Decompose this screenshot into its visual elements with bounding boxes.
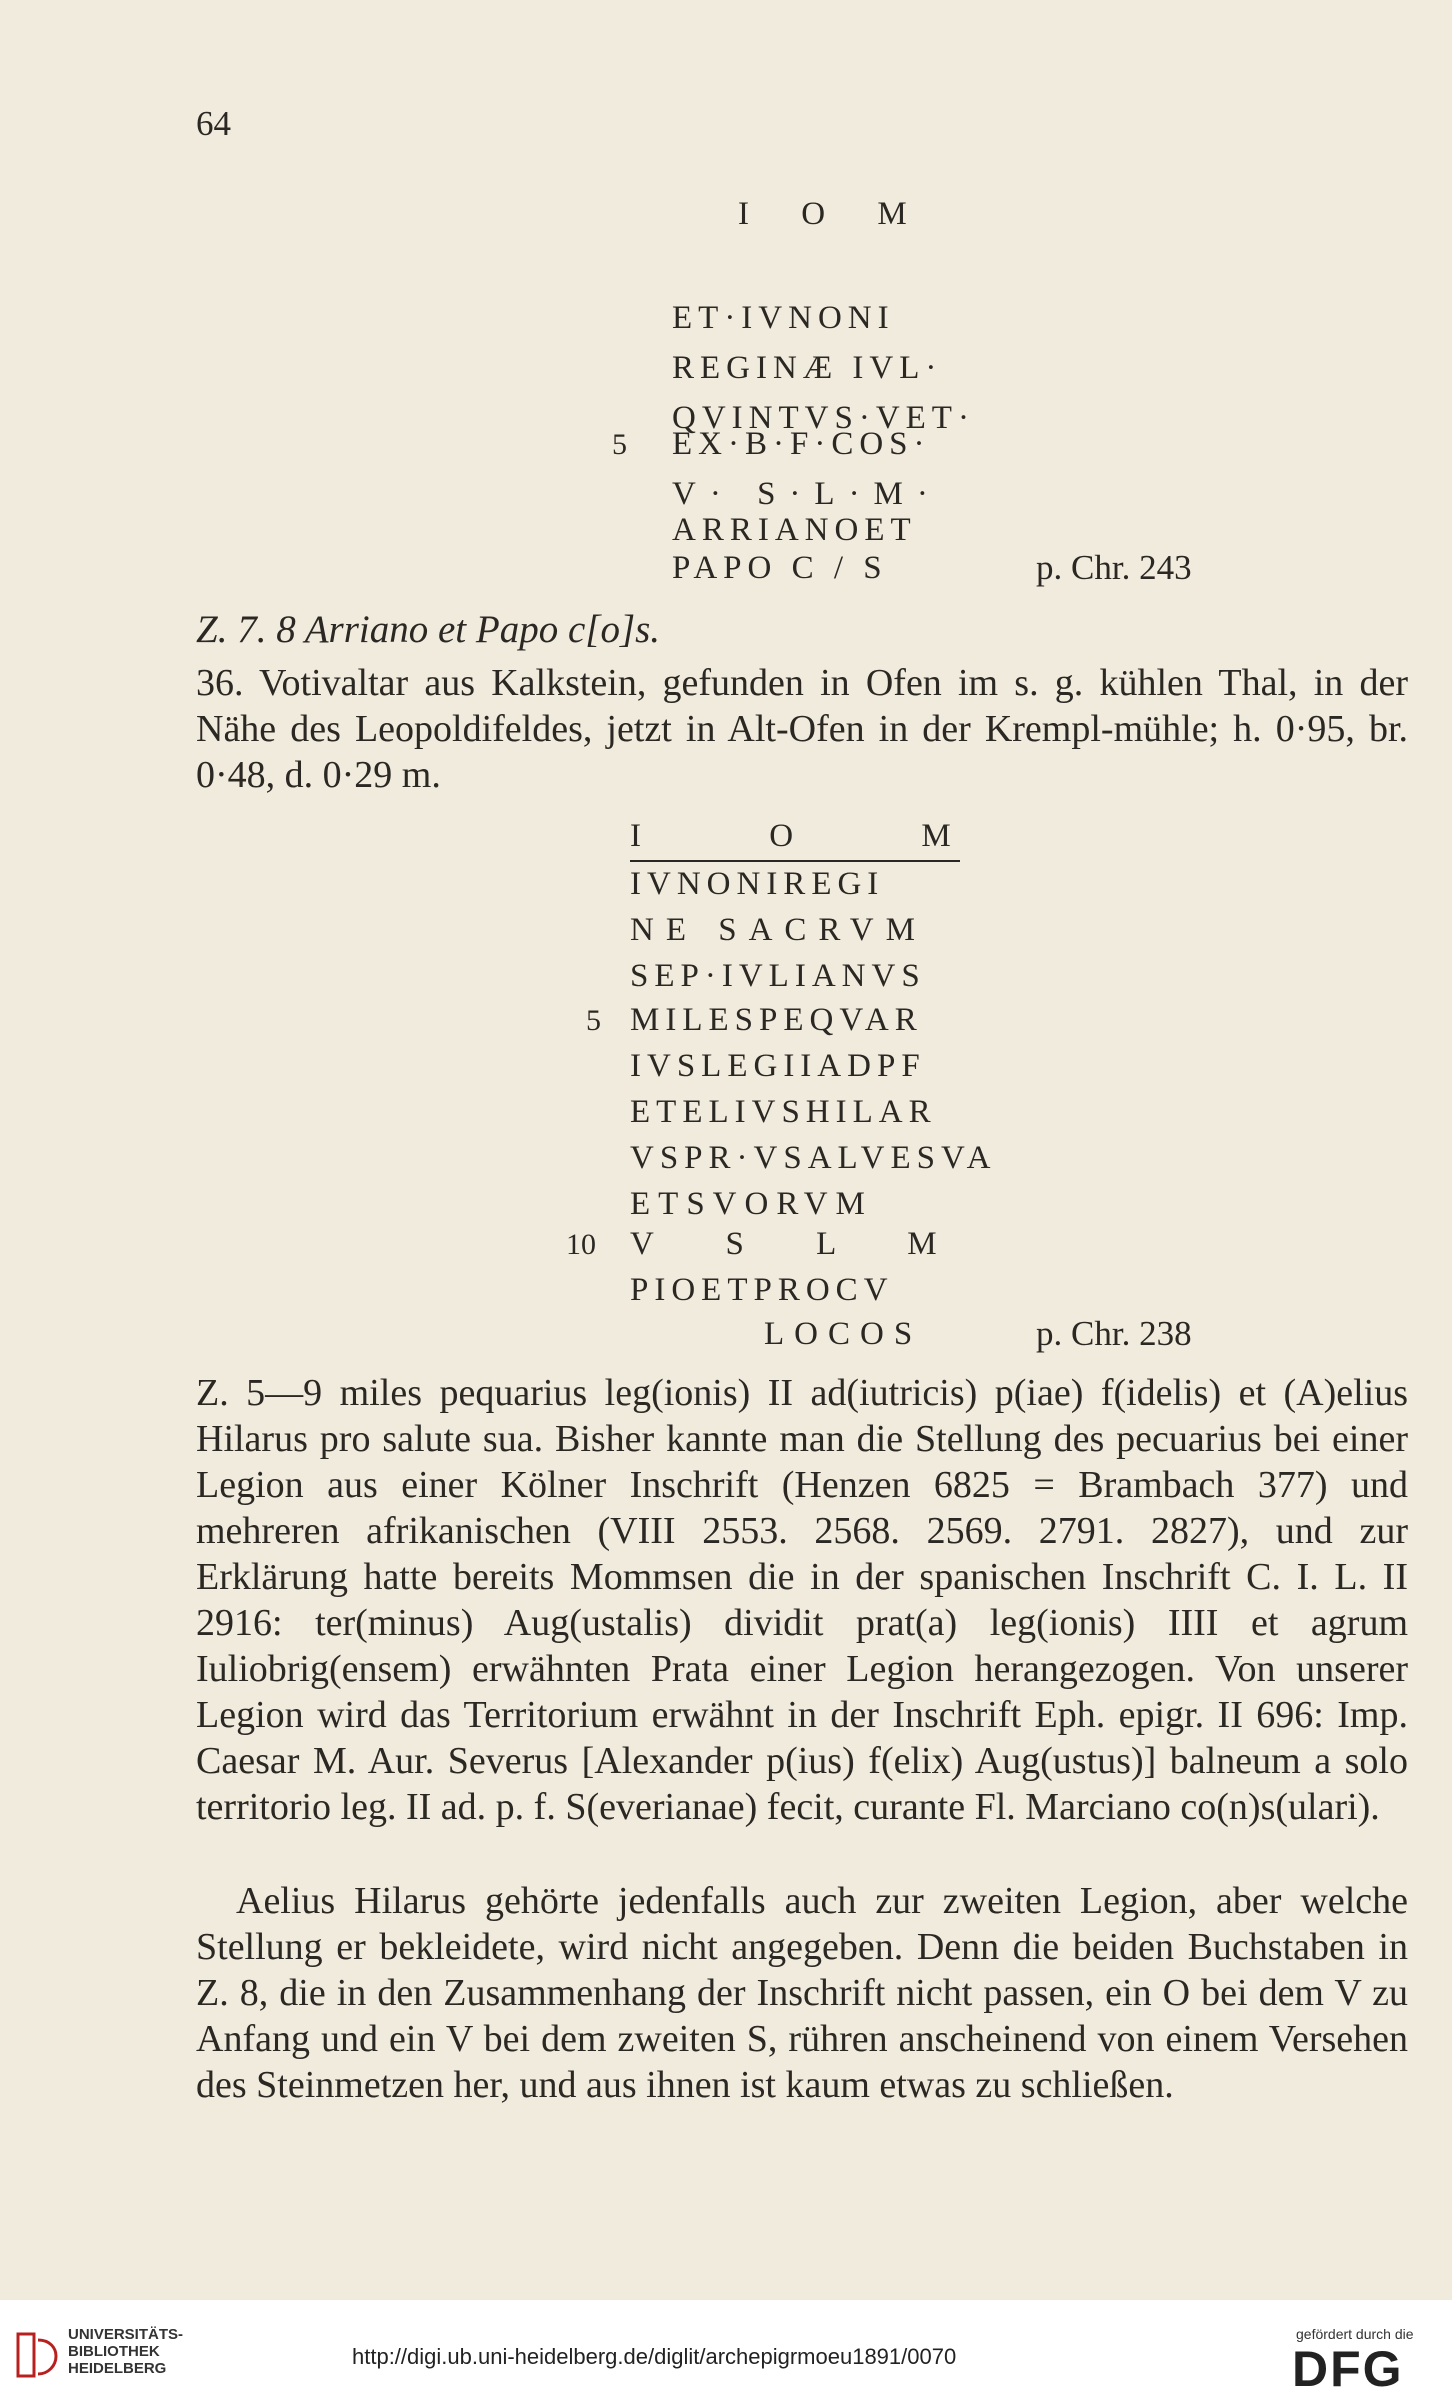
- library-name-line: HEIDELBERG: [68, 2360, 167, 2377]
- inscription-2-line: ETSVORVM: [630, 1186, 873, 1222]
- library-name-line: BIBLIOTHEK: [68, 2343, 160, 2360]
- line-number: 10: [566, 1228, 596, 1261]
- inscription-2-line: IVNONIREGI: [630, 866, 885, 902]
- inscription-1-line: I O M: [738, 196, 929, 232]
- inscription-1-line: QVINTVS·VET·: [672, 400, 975, 436]
- line-number: 5: [612, 428, 627, 461]
- inscription-1-line: ET·IVNONI: [672, 300, 895, 336]
- inscription-2-line: I O M: [630, 818, 1011, 854]
- inscription-2-line: VSPR·VSALVESVA: [630, 1140, 997, 1176]
- inscription-2-line: ETELIVSHILAR: [630, 1094, 937, 1130]
- inscription-1-date: p. Chr. 243: [1036, 548, 1192, 587]
- inscription-2-line: SEP·IVLIANVS: [630, 958, 926, 994]
- page-number: 64: [196, 104, 231, 143]
- ub-heidelberg-logo-icon: [14, 2330, 60, 2380]
- inscription-2-line: NE SACRVM: [630, 912, 927, 948]
- inscription-1-line: EX·B·F·COS·: [672, 426, 931, 462]
- dfg-logo: DFG: [1292, 2341, 1404, 2397]
- inscription-2-line: V S L M: [630, 1226, 969, 1262]
- paragraph-36: 36. Votivaltar aus Kalkstein, gefunden in Ofen im s. g. kühlen Thal, in der Nähe des Leopoldifeldes, jetzt in Alt-Ofen in der Krempl-mühle; h. 0·95, br. 0·48, d. 0·29 m.: [196, 662, 1408, 796]
- library-name: [68, 2326, 183, 2377]
- inscription-1-line: ARRIANOET: [672, 512, 917, 548]
- inscription-2-line: IVSLEGIIADPF: [630, 1048, 926, 1084]
- funded-by-label: gefördert durch die: [1296, 2326, 1414, 2342]
- inscription-2-line: LOCOS: [764, 1316, 923, 1352]
- inscription-2-line: MILESPEQVAR: [630, 1002, 923, 1038]
- library-name-line: UNIVERSITÄTS-: [68, 2326, 184, 2343]
- inscription-1-line: REGINÆ IVL·: [672, 350, 943, 386]
- inscription-rule: [630, 860, 960, 862]
- note-z7-8: Z. 7. 8 Arriano et Papo c[o]s.: [196, 608, 661, 651]
- permalink-url[interactable]: http://digi.ub.uni-heidelberg.de/diglit/archepigrmoeu1891/0070: [352, 2344, 957, 2369]
- inscription-1-line: PAPO C / S: [672, 550, 888, 586]
- line-number: 5: [586, 1004, 601, 1037]
- inscription-2-line: PIOETPROCV: [630, 1272, 894, 1308]
- paragraph-z5-9: Z. 5—9 miles pequarius leg(ionis) II ad(iutricis) p(iae) f(idelis) et (A)elius Hilarus pro salute sua. Bisher kannte man die Stellung des pecuarius bei einer Legion aus einer Kölner Inschrift (Henzen 6825 = Brambach 377) und mehreren afrikanischen (VIII 2553. 2568. 2569. 2791. 2827), und zur Erklärung hatte bereits Mommsen die in der spanischen Inschrift C. I. L. II 2916: ter(minus) Aug(ustalis) dividit prat(a) leg(ionis) IIII et agrum Iuliobrig(ensem) erwähnten Prata einer Legion herangezogen. Von unserer Legion wird das Territorium erwähnt in der Inschrift Eph. epigr. II 696: Imp. Caesar M. Aur. Severus [Alexander p(ius) f(elix) Aug(ustus)] balneum a solo territorio leg. II ad. p. f. S(everianae) fecit, curante Fl. Marciano co(n)s(ulari).: [196, 1372, 1408, 1828]
- inscription-1-line: V· S·L·M·: [672, 476, 942, 512]
- inscription-2-date: p. Chr. 238: [1036, 1314, 1192, 1353]
- paragraph-aelius: Aelius Hilarus gehörte jedenfalls auch zur zweiten Legion, aber welche Stellung er bekleidete, wird nicht angegeben. Denn die beiden Buchstaben in Z. 8, die in den Zusammenhang der Inschrift nicht passen, ein O bei dem V zu Anfang und ein V bei dem zweiten S, rühren anscheinend von einem Versehen des Steinmetzen her, und aus ihnen ist kaum etwas zu schließen.: [196, 1880, 1408, 2106]
